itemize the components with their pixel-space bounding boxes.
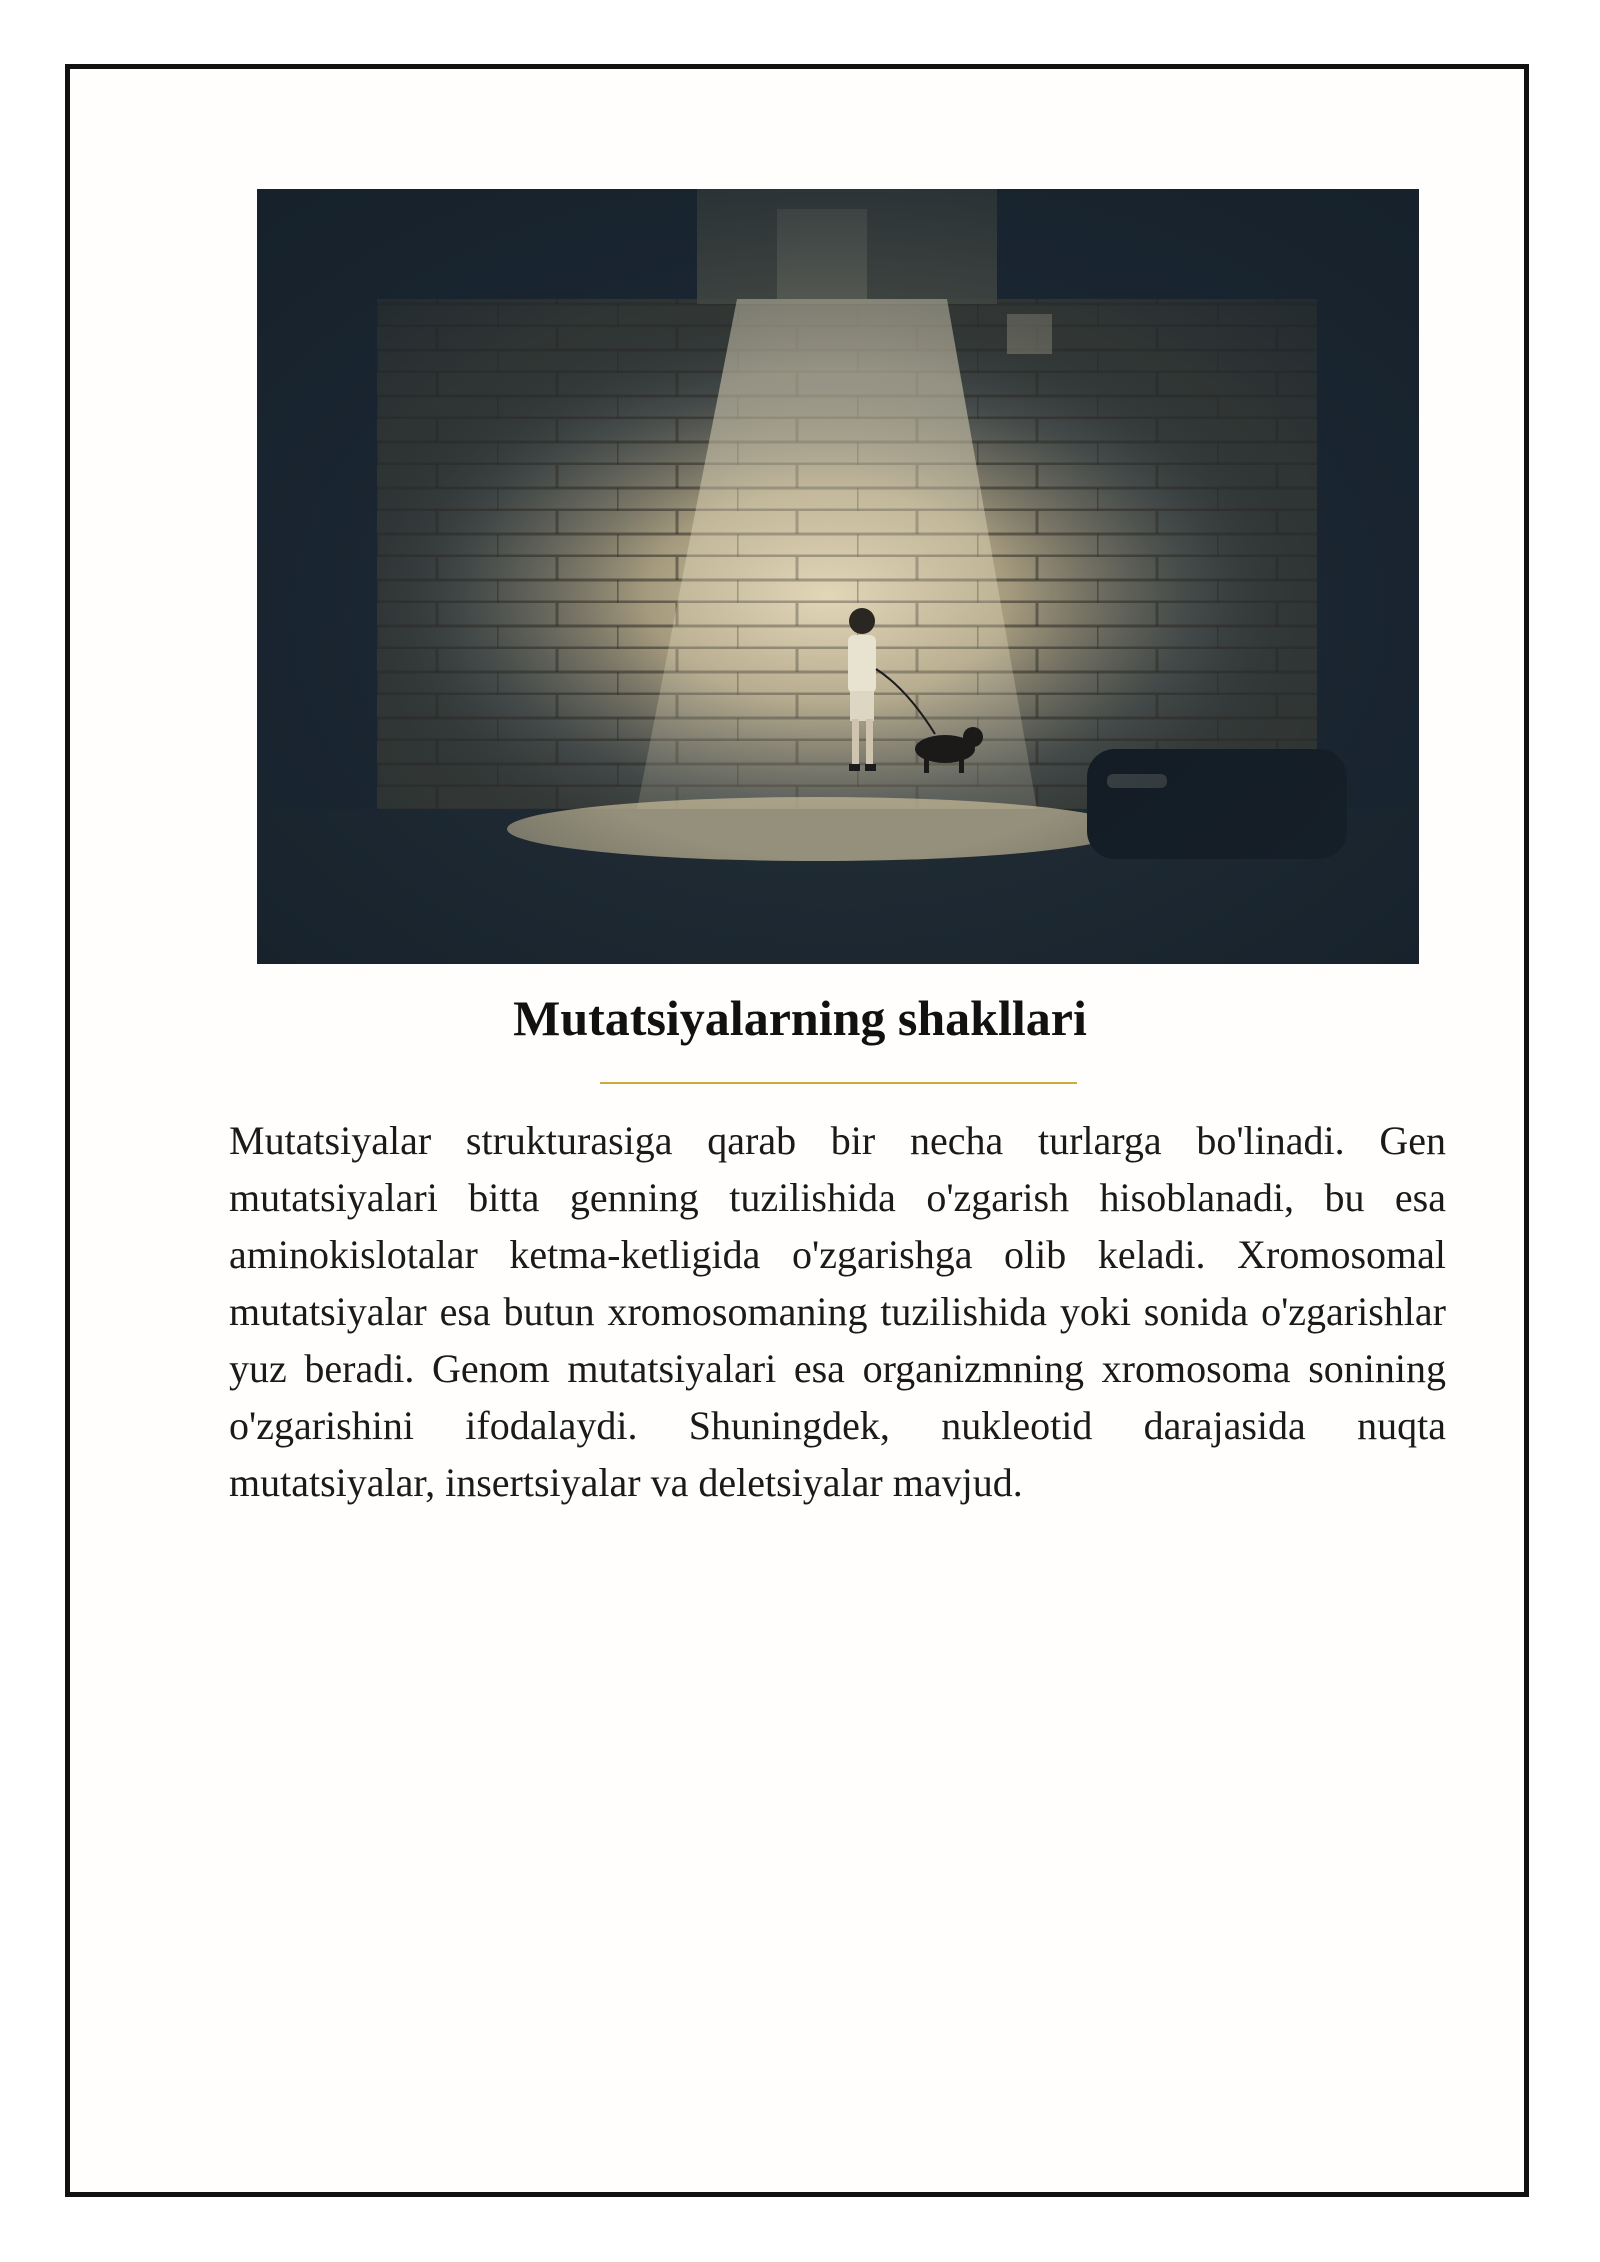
- page-title: Mutatsiyalarning shakllari: [513, 990, 1087, 1046]
- header-photo: [257, 189, 1419, 964]
- body-paragraph: Mutatsiyalar strukturasiga qarab bir necha turlarga bo'linadi. Gen mutatsiyalari bitta genning tuzilishida o'zgarish hisoblanadi, bu esa aminokislotalar ketma-ketligida o'zgarishga olib keladi. Xromosomal mutatsiyalar esa butun xromosomaning tuzilishida yoki sonida o'zgarishlar yuz beradi. Genom mutatsiyalari esa organizmning xromosoma sonining o'zgarishini ifodalaydi. Shuningdek, nukleotid darajasida nuqta mutatsiyalar, insertsiyalar va deletsiyalar mavjud.: [229, 1118, 1446, 1505]
- title-underline: [600, 1082, 1077, 1084]
